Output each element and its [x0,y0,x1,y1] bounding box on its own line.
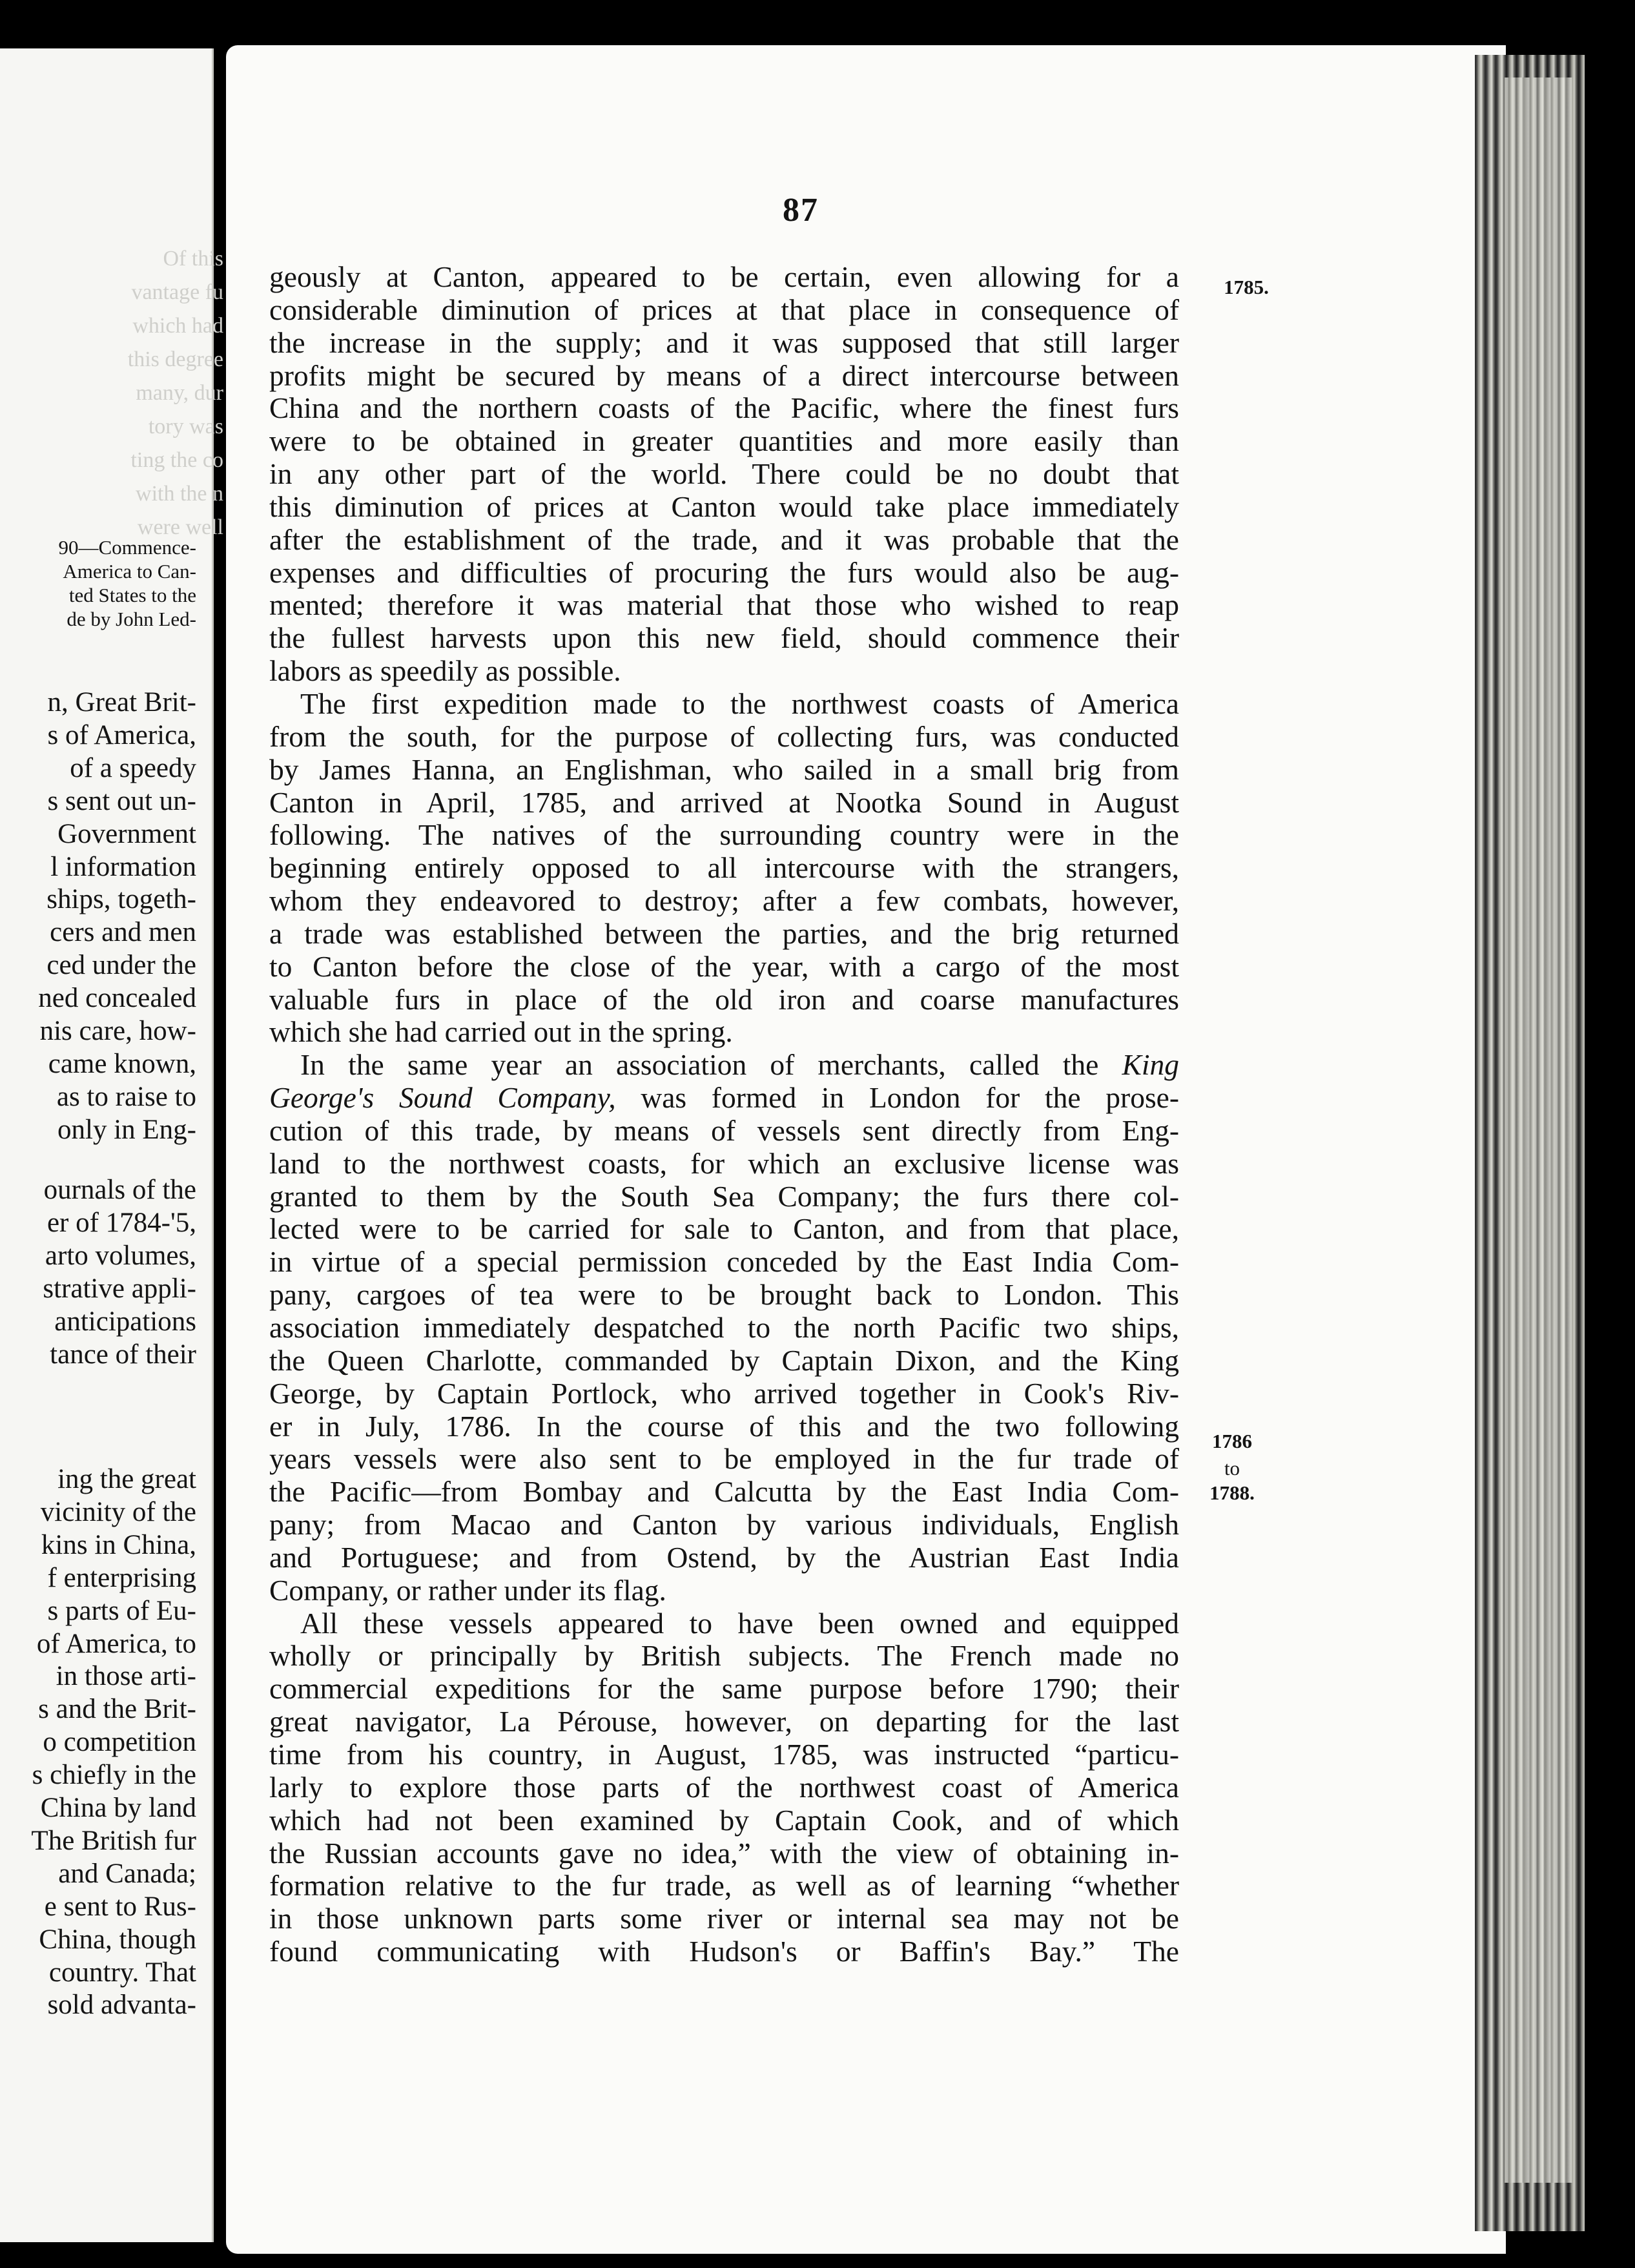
text-line: formation relative to the fur trade, as well as of learning “whether [269,1869,1179,1902]
left-page-text-line: arto volumes, [45,1240,196,1271]
text-run: King [1122,1048,1179,1082]
text-line: commercial expeditions for the same purpose before 1790; their [269,1672,1179,1706]
body-text [269,261,1179,1968]
text-line: cution of this trade, by means of vessels sent directly from Eng- [269,1113,1179,1147]
paragraph [269,261,1179,688]
text-line: the fullest harvests upon this new field, should commence their [269,621,1179,655]
paragraph [269,688,1179,1049]
left-page-caption-line: de by John Led- [67,608,196,630]
bleed-through-text: vantage fu [131,280,223,304]
left-page-text-line: ournals of the [43,1175,196,1205]
text-line: this diminution of prices at Canton would take place immediately [269,490,1179,523]
text-line: larly to explore those parts of the northwest coast of America [269,1770,1179,1804]
text-line: All these vessels appeared to have been owned and equipped [300,1606,1179,1640]
left-page-text-line: of a speedy [70,752,196,783]
bleed-through-text: this degree [127,347,223,371]
left-page-text-line: tance of their [50,1339,196,1370]
left-page-text-line: s chiefly in the [32,1760,196,1791]
text-line: time from his country, in August, 1785, was instructed “particu- [269,1737,1179,1771]
text-line: Canton in April, 1785, and arrived at Nootka Sound in August [269,785,1179,819]
paragraph [269,1049,1179,1607]
left-page-text-line: Government [57,818,196,849]
text-line: following. The natives of the surrounding country were in the [269,818,1179,852]
text-line: and Portuguese; and from Ostend, by the Austrian East India [269,1540,1179,1574]
left-page-text-line: came known, [48,1048,196,1079]
text-line: from the south, for the purpose of collecting furs, was conducted [269,719,1179,753]
left-page-text-line: l information [50,851,196,882]
text-line: in any other part of the world. There could be no doubt that [269,457,1179,491]
left-page-text-line: s parts of Eu- [47,1595,196,1626]
left-page-text-line: vicinity of the [40,1496,196,1527]
text-line: George, by Captain Portlock, who arrived together in Cook's Riv- [269,1376,1179,1410]
text-line: were to be obtained in greater quantities and more easily than [269,424,1179,458]
text-line: which had not been examined by Captain Cook, and of which [269,1803,1179,1837]
left-page-text-line: n, Great Brit- [47,687,196,717]
left-page-text-line: in those arti- [56,1661,196,1692]
left-page-text-line: cers and men [50,917,196,948]
text-line: wholly or principally by British subjects. The French made no [269,1639,1179,1673]
left-page-caption-line: ted States to the [68,584,196,606]
left-page-text-line: nis care, how- [39,1016,196,1046]
text-line [269,1082,1179,1115]
left-page-text-line: ing the great [57,1464,196,1494]
text-line: Company, or rather under its flag. [269,1573,666,1607]
text-line: pany; from Macao and Canton by various individuals, English [269,1508,1179,1541]
paragraph [269,1607,1179,1968]
page-number: 87 [783,192,819,229]
text-line: the Pacific—from Bombay and Calcutta by the East India Com- [269,1475,1179,1509]
left-page-text-line: China by land [40,1793,196,1823]
left-page-caption-line: America to Can- [63,560,196,582]
text-line: whom they endeavored to destroy; after a few combats, however, [269,884,1179,918]
text-line: by James Hanna, an Englishman, who sailed in a small brig from [269,752,1179,786]
text-line [269,1049,1179,1082]
text-line: profits might be secured by means of a direct intercourse between [269,358,1179,392]
text-run: George's Sound Company, [269,1081,616,1115]
left-page-text-line: country. That [48,1957,196,1988]
page-edges-highlight [1505,77,1572,2183]
left-page-text-line: ships, togeth- [46,884,196,915]
left-page-text-line: s of America, [47,719,196,750]
text-line: geously at Canton, appeared to be certain, even allowing for a [269,260,1179,293]
left-page-text-line: and Canada; [58,1858,196,1889]
text-line: valuable furs in place of the old iron and coarse manufactures [269,982,1179,1016]
left-page-text-line: s and the Brit- [38,1694,196,1725]
margin-note-range-from: 1786 [1212,1430,1252,1452]
text-line: considerable diminution of prices at that place in consequence of [269,293,1179,326]
left-page-text-line: er of 1784-'5, [46,1207,196,1238]
left-page-text-line: China, though [39,1924,196,1955]
text-line: to Canton before the close of the year, with a cargo of the most [269,949,1179,983]
left-page-text-line: s sent out un- [47,785,196,816]
left-page-text-line: f enterprising [47,1562,196,1593]
bleed-through-text: with the n [136,482,223,506]
text-line: great navigator, La Pérouse, however, on departing for the last [269,1705,1179,1738]
text-line: lected were to be carried for sale to Canton, and from that place, [269,1212,1179,1246]
text-line: in those unknown parts some river or internal sea may not be [269,1902,1179,1935]
bleed-through-text: tory was [148,415,223,438]
text-line: expenses and difficulties of procuring the furs would also be aug- [269,555,1179,589]
text-line: labors as speedily as possible. [269,654,621,688]
text-line: after the establishment of the trade, and it was probable that the [269,522,1179,556]
text-line: land to the northwest coasts, for which an exclusive license was [269,1146,1179,1180]
margin-note-range-to: to [1224,1457,1240,1479]
left-page-text-line: sold advanta- [47,1990,196,2021]
bleed-through-text: many, dur [136,381,223,405]
bleed-through-text: were well [137,515,223,539]
left-page-caption-line: 90—Commence- [58,536,196,559]
text-line: found communicating with Hudson's or Baffin's Bay.” The [269,1935,1179,1968]
text-line: China and the northern coasts of the Pacific, where the finest furs [269,391,1179,425]
text-line: er in July, 1786. In the course of this and the two following [269,1409,1179,1443]
text-run: In the same year an association of merchants, called the [300,1048,1099,1082]
left-page-text-line: only in Eng- [57,1114,196,1145]
text-line: a trade was established between the parties, and the brig returned [269,916,1179,950]
left-page-text-line: kins in China, [41,1529,196,1560]
bleed-through-text: which had [132,314,223,338]
left-page-text-line: ned concealed [38,983,196,1014]
text-line: which she had carried out in the spring. [269,1015,733,1049]
text-line: the Russian accounts gave no idea,” with the view of obtaining in- [269,1836,1179,1870]
left-page-text-line: anticipations [54,1306,196,1337]
text-line: association immediately despatched to the north Pacific two ships, [269,1311,1179,1344]
text-line: in virtue of a special permission conceded by the East India Com- [269,1245,1179,1279]
text-line: years vessels were also sent to be employed in the fur trade of [269,1442,1179,1476]
bleed-through-text: ting the co [130,448,223,472]
text-line: The first expedition made to the northwest coasts of America [300,686,1179,720]
left-page [0,48,223,2242]
left-page-text-line: e sent to Rus- [44,1891,196,1922]
text-line: pany, cargoes of tea were to be brought back to London. This [269,1278,1179,1312]
text-line: the increase in the supply; and it was supposed that still larger [269,325,1179,359]
margin-note-range-end: 1788. [1209,1481,1255,1504]
text-line: mented; therefore it was material that those who wished to reap [269,588,1179,622]
left-page-text-line: as to raise to [56,1081,196,1112]
left-page-text-line: strative appli- [43,1273,196,1304]
margin-note-year: 1785. [1224,276,1269,298]
text-line: beginning entirely opposed to all intercourse with the strangers, [269,851,1179,885]
left-page-text-line: o competition [43,1727,196,1758]
text-run: was formed in London for the prose- [641,1081,1179,1115]
left-page-text-line: ced under the [46,950,196,981]
text-line: the Queen Charlotte, commanded by Captain Dixon, and the King [269,1343,1179,1377]
text-line: granted to them by the South Sea Company; the furs there col- [269,1179,1179,1213]
bleed-through-text: Of this [163,247,223,271]
left-page-text-line: of America, to [36,1628,196,1659]
left-page-text-line: The British fur [31,1825,196,1856]
